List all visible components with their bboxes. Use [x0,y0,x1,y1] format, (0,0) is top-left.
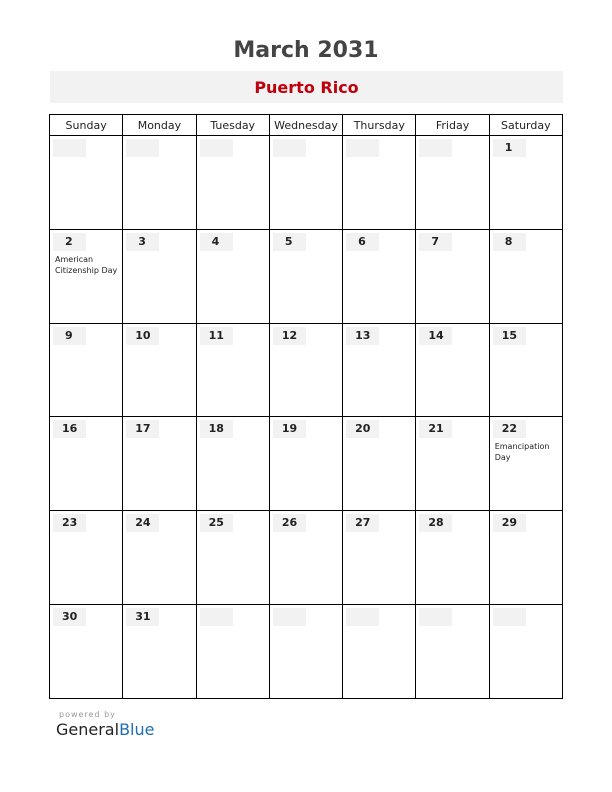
day-number: 7 [419,233,452,251]
calendar-week-row [50,605,563,699]
calendar-day-cell [123,417,196,511]
calendar-day-cell [50,323,123,417]
calendar-day-cell [123,511,196,605]
calendar-day-cell [343,323,416,417]
calendar-day-cell [489,511,562,605]
calendar-day-cell [343,605,416,699]
powered-by-text: powered by [59,710,116,719]
day-number: 3 [126,233,159,251]
calendar-day-cell [416,511,489,605]
day-number: 22 [493,420,526,438]
day-number: 29 [493,514,526,532]
calendar-week-row [50,417,563,511]
calendar-day-cell [489,605,562,699]
weekday-header: Sunday [50,115,123,136]
day-number [493,608,526,626]
day-number [126,139,159,157]
weekday-header: Friday [416,115,489,136]
calendar-day-cell [50,229,123,323]
calendar-week-row [50,323,563,417]
day-number: 24 [126,514,159,532]
day-number: 1 [493,139,526,157]
day-number: 14 [419,327,452,345]
calendar-day-cell [269,323,342,417]
calendar-day-cell [489,323,562,417]
calendar-day-cell [50,605,123,699]
calendar-day-cell [416,605,489,699]
calendar-day-cell [123,229,196,323]
calendar-day-cell [123,323,196,417]
calendar-day-cell [269,229,342,323]
day-number: 28 [419,514,452,532]
day-number [200,608,233,626]
day-number: 27 [346,514,379,532]
day-number: 17 [126,420,159,438]
calendar-day-cell [196,229,269,323]
calendar-day-cell [343,229,416,323]
brand-general: General [56,720,120,739]
weekday-header: Saturday [489,115,562,136]
brand-logo [56,720,154,739]
day-number: 6 [346,233,379,251]
calendar-day-cell [196,323,269,417]
day-number: 21 [419,420,452,438]
weekday-header-row [50,115,563,136]
calendar-day-cell [269,605,342,699]
day-number: 4 [200,233,233,251]
day-number: 2 [53,233,86,251]
day-number [53,139,86,157]
calendar-grid [49,114,563,699]
day-number: 9 [53,327,86,345]
calendar-week-row [50,511,563,605]
calendar-day-cell [50,417,123,511]
calendar-day-cell [123,605,196,699]
calendar-day-cell [50,511,123,605]
calendar-day-cell [416,417,489,511]
day-number: 19 [273,420,306,438]
day-number [346,608,379,626]
day-number: 20 [346,420,379,438]
weekday-header: Tuesday [196,115,269,136]
day-number: 13 [346,327,379,345]
calendar-day-cell [416,323,489,417]
page-title: March 2031 [233,38,379,63]
holiday-event: American Citizenship Day [55,254,118,275]
calendar-week-row [50,229,563,323]
holiday-event: Emancipation Day [494,442,550,463]
calendar-day-cell [196,511,269,605]
calendar-day-cell [123,136,196,230]
country-banner [50,71,563,103]
day-number: 31 [126,608,159,626]
day-number [273,139,306,157]
weekday-header: Thursday [343,115,416,136]
calendar-day-cell [269,136,342,230]
day-number [346,139,379,157]
country-name: Puerto Rico [254,77,359,97]
day-number: 30 [53,608,86,626]
day-number: 23 [53,514,86,532]
weekday-header: Wednesday [269,115,342,136]
calendar-day-cell [489,417,562,511]
day-number: 15 [493,327,526,345]
day-number: 11 [200,327,233,345]
day-number [273,608,306,626]
day-number: 8 [493,233,526,251]
weekday-header: Monday [123,115,196,136]
calendar-day-cell [269,511,342,605]
calendar-day-cell [269,417,342,511]
day-number [419,608,452,626]
calendar-day-cell [416,229,489,323]
day-number: 10 [126,327,159,345]
calendar-week-row [50,136,563,230]
calendar-day-cell [489,136,562,230]
calendar-day-cell [196,417,269,511]
day-number [419,139,452,157]
day-number [200,139,233,157]
calendar-day-cell [196,136,269,230]
day-number: 18 [200,420,233,438]
day-number: 16 [53,420,86,438]
calendar-day-cell [343,136,416,230]
footer [56,710,154,739]
calendar-day-cell [489,229,562,323]
calendar-day-cell [343,417,416,511]
calendar-day-cell [343,511,416,605]
day-number: 5 [273,233,306,251]
day-number: 25 [200,514,233,532]
calendar-day-cell [416,136,489,230]
calendar-day-cell [196,605,269,699]
calendar-day-cell [50,136,123,230]
day-number: 12 [273,327,306,345]
brand-blue: Blue [119,720,155,739]
day-number: 26 [273,514,306,532]
calendar-body [50,136,563,699]
